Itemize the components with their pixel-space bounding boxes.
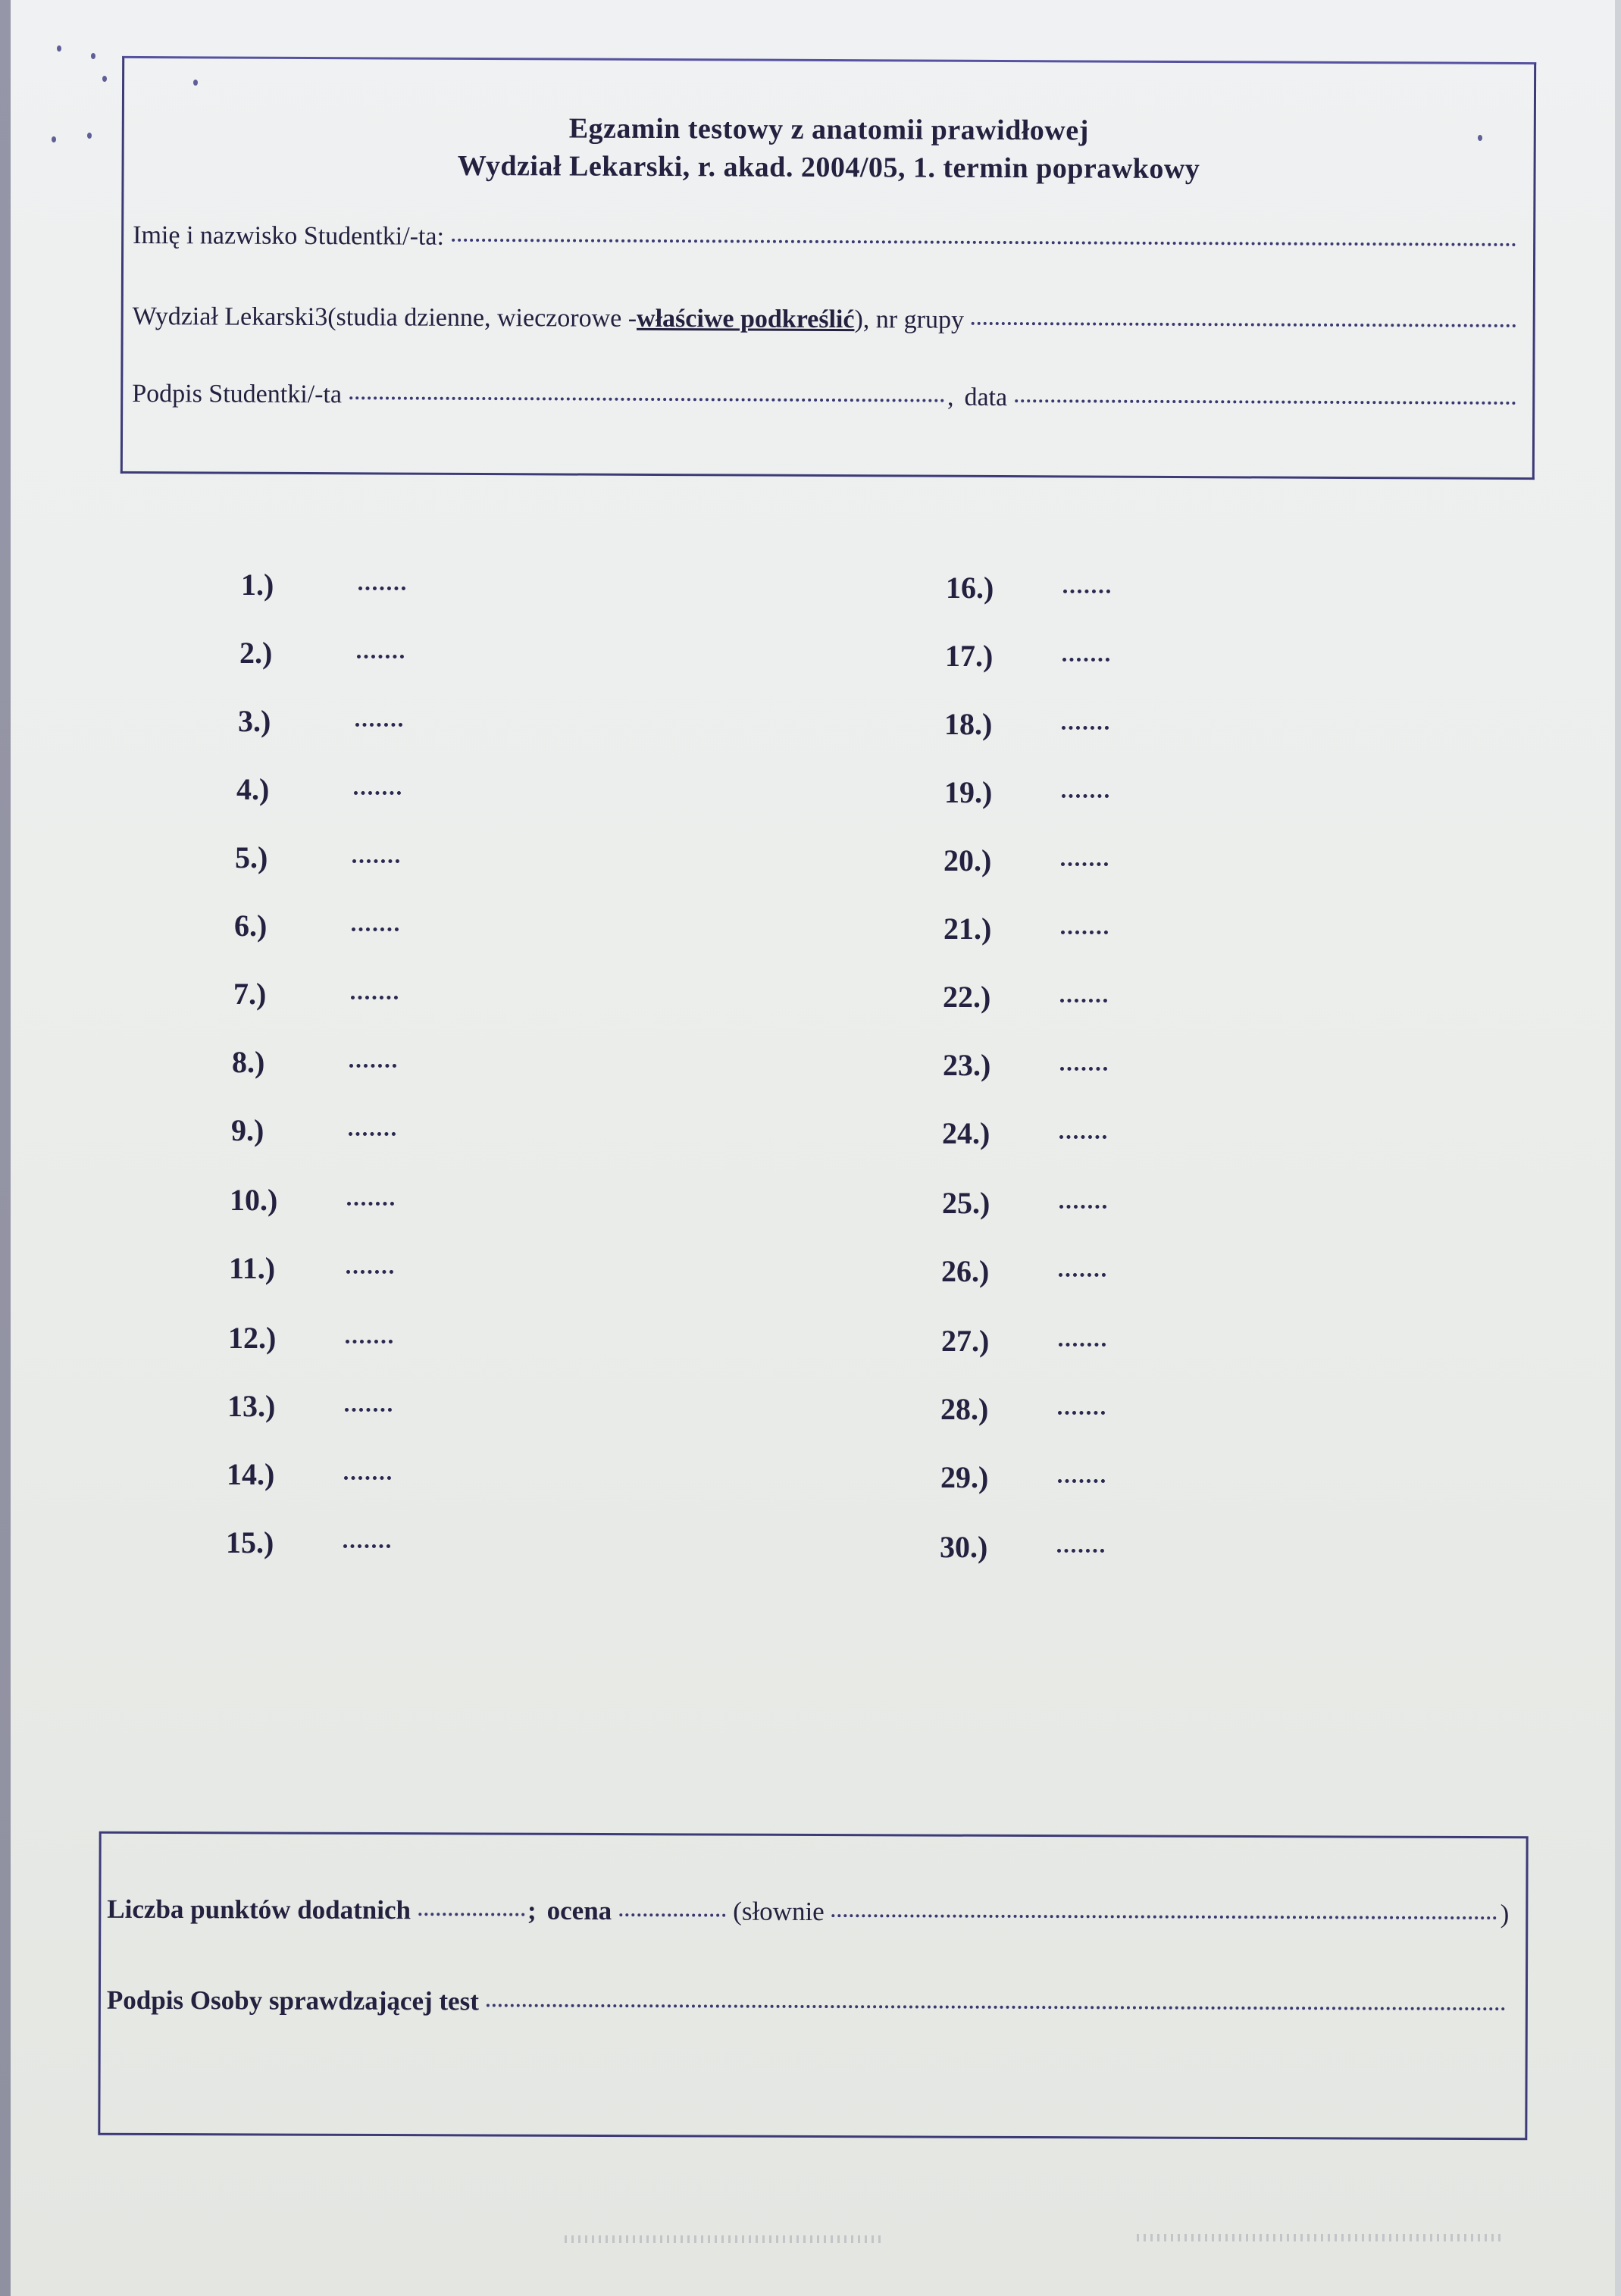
answer-row[interactable]: 3.) [238,703,402,739]
name-field[interactable] [133,221,1519,256]
checker-signature-input-line[interactable] [487,2004,1506,2010]
answer-blank[interactable] [352,859,399,863]
signature-input-line[interactable] [349,396,944,402]
name-input-line[interactable] [452,239,1516,246]
faculty-label-pre: Wydział Lekarski3(studia dzienne, wieczorowe - [132,302,637,333]
answer-blank[interactable] [354,791,401,795]
answer-row[interactable]: 6.) [234,908,399,943]
answer-row[interactable]: 12.) [228,1320,393,1356]
words-input-line[interactable] [832,1914,1497,1919]
bleed-through-text [1137,2234,1501,2241]
page-edge [1615,0,1621,2296]
checker-signature-label: Podpis Osoby sprawdzającej test [106,1985,479,2016]
answer-row[interactable]: 25.) [942,1185,1106,1221]
points-input-line[interactable] [418,1913,524,1916]
words-label: (słownie [733,1896,825,1927]
answer-blank[interactable] [1057,1549,1104,1553]
answer-row[interactable]: 10.) [230,1182,394,1218]
ink-speck [57,45,61,52]
grade-label: ocena [546,1895,612,1926]
answer-row[interactable]: 21.) [943,911,1108,946]
answer-blank[interactable] [1062,794,1109,798]
exam-title: Egzamin testowy z anatomii prawidłowej [568,112,1089,147]
answer-row[interactable]: 16.) [946,570,1110,605]
answer-blank[interactable] [1058,1479,1105,1483]
grading-box [98,1831,1528,2141]
answer-blank[interactable] [345,1408,392,1412]
date-separator: , [947,383,954,411]
answer-row[interactable]: 17.) [945,638,1109,674]
signature-date-field[interactable] [132,380,1519,414]
answer-row[interactable]: 9.) [231,1112,396,1148]
answer-blank[interactable] [343,1544,390,1548]
answer-row[interactable]: 14.) [227,1456,391,1492]
answer-row[interactable]: 30.) [940,1529,1104,1565]
name-label: Imię i nazwisko Studentki/-ta: [133,221,445,251]
answer-row[interactable]: 4.) [236,771,401,807]
answer-blank[interactable] [1062,658,1109,662]
answer-blank[interactable] [344,1476,391,1480]
answer-row[interactable]: 1.) [241,567,405,602]
answer-blank[interactable] [357,655,404,658]
answer-row[interactable]: 5.) [235,840,399,875]
words-close: ) [1500,1899,1510,1929]
answer-blank[interactable] [358,587,405,590]
ink-speck [102,76,107,82]
answer-row[interactable]: 7.) [233,976,398,1012]
answer-row[interactable]: 15.) [226,1525,390,1560]
answer-row[interactable]: 28.) [940,1391,1105,1427]
signature-label: Podpis Studentki/-ta [132,379,343,409]
student-info-box [120,56,1536,480]
date-input-line[interactable] [1015,399,1516,405]
answer-blank[interactable] [1059,1135,1106,1139]
answer-row[interactable]: 11.) [229,1250,393,1286]
exam-subtitle: Wydział Lekarski, r. akad. 2004/05, 1. termin poprawkowy [457,149,1200,186]
points-grade-field[interactable] [107,1894,1509,1929]
answer-blank[interactable] [352,927,399,931]
ink-speck [87,133,92,139]
answer-row[interactable]: 19.) [944,774,1109,810]
answer-row[interactable]: 29.) [940,1459,1105,1495]
faculty-label-underlined: właściwe podkreślić [637,304,855,334]
answer-row[interactable]: 22.) [943,979,1107,1015]
grade-input-line[interactable] [619,1913,725,1916]
page-edge-shadow [0,0,11,2296]
date-label: data [964,383,1008,412]
answer-row[interactable]: 2.) [239,635,404,671]
answer-blank[interactable] [1061,931,1108,934]
answer-blank[interactable] [1060,1067,1107,1071]
points-separator: ; [527,1895,537,1925]
answer-row[interactable]: 24.) [942,1115,1106,1151]
answer-row[interactable]: 26.) [941,1253,1106,1289]
answer-blank[interactable] [1061,862,1108,866]
answer-row[interactable]: 23.) [943,1047,1107,1083]
answer-row[interactable]: 20.) [943,843,1108,878]
answer-row[interactable]: 13.) [227,1388,392,1424]
answer-blank[interactable] [346,1270,393,1274]
faculty-label-post: ), nr grupy [854,305,965,334]
faculty-group-field[interactable] [133,302,1519,337]
answer-blank[interactable] [1063,590,1110,593]
points-label: Liczba punktów dodatnich [107,1894,412,1925]
answer-blank[interactable] [1062,726,1109,730]
answer-row[interactable]: 8.) [232,1044,396,1080]
answer-blank[interactable] [355,723,402,727]
answer-blank[interactable] [1059,1273,1106,1277]
answer-row[interactable]: 18.) [944,706,1109,742]
answer-blank[interactable] [351,996,398,999]
answer-blank[interactable] [347,1202,394,1206]
answer-blank[interactable] [349,1064,396,1068]
answer-blank[interactable] [1058,1411,1105,1415]
answer-blank[interactable] [349,1132,396,1136]
group-input-line[interactable] [972,322,1516,327]
answer-row[interactable]: 27.) [941,1323,1106,1359]
ink-speck [91,53,95,59]
ink-speck [52,136,56,142]
checker-signature-field[interactable] [107,1985,1509,2020]
answer-blank[interactable] [1059,1205,1106,1209]
bleed-through-text [565,2235,883,2243]
answer-blank[interactable] [1060,999,1107,1003]
answer-blank[interactable] [346,1340,393,1344]
answer-blank[interactable] [1059,1343,1106,1347]
